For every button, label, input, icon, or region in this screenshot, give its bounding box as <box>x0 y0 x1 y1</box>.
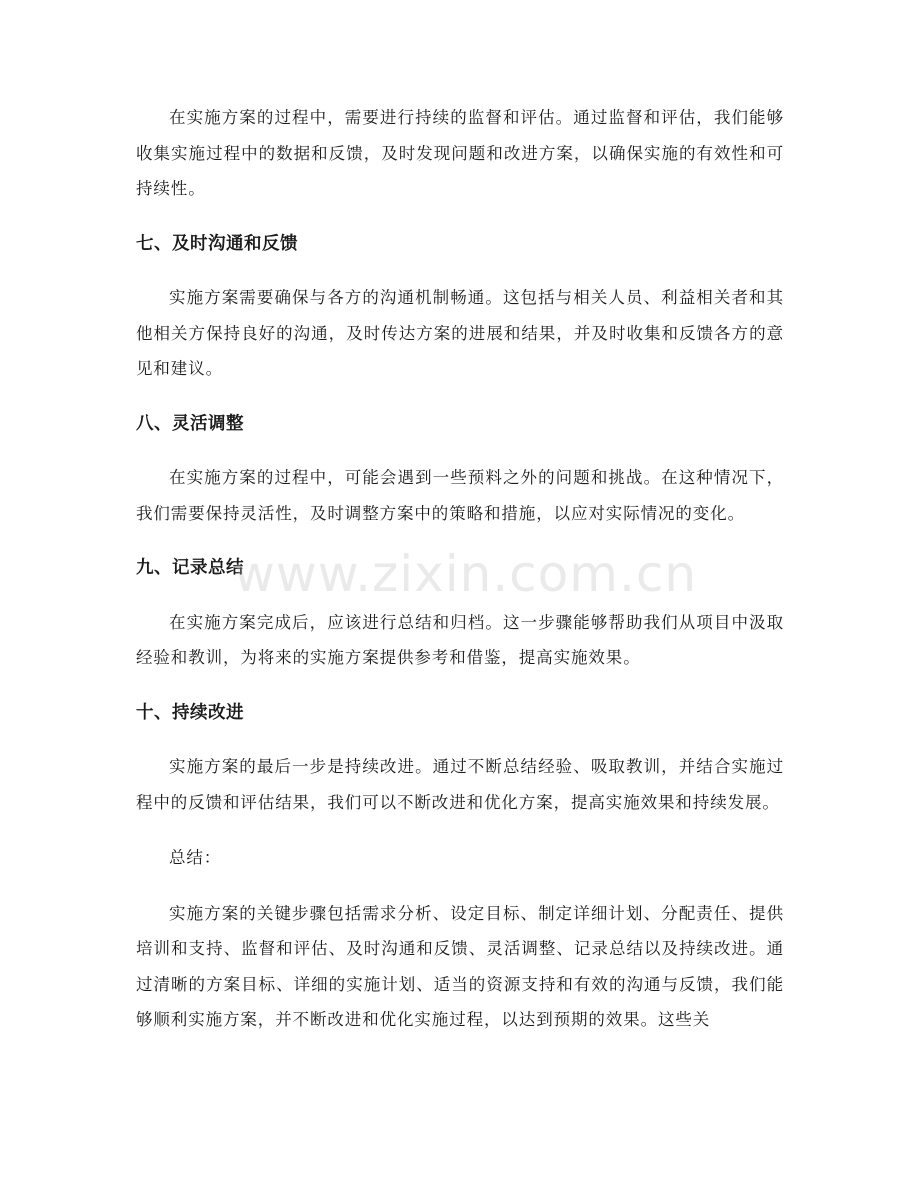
paragraph-communication: 实施方案需要确保与各方的沟通机制畅通。这包括与相关人员、利益相关者和其他相关方保持良好的沟通，及时传达方案的进展和结果，并及时收集和反馈各方的意见和建议。 <box>136 288 784 378</box>
heading-record-summary: 九、记录总结 <box>136 558 244 578</box>
paragraph-summary: 实施方案的关键步骤包括需求分析、设定目标、制定详细计划、分配责任、提供培训和支持、监督和评估、及时沟通和反馈、灵活调整、记录总结以及持续改进。通过清晰的方案目标、详细的实施计划、适当的资源支持和有效的沟通与反馈，我们能够顺利实施方案，并不断改进和优化实施过程，以达到预期的效果。这些关 <box>136 903 784 1029</box>
watermark-text: www.zixin.com.cn <box>234 545 698 603</box>
heading-continuous-improvement: 十、持续改进 <box>136 702 244 723</box>
heading-flexible-adjustment: 八、灵活调整 <box>136 413 244 434</box>
summary-label: 总结： <box>169 848 222 867</box>
paragraph-monitoring: 在实施方案的过程中，需要进行持续的监督和评估。通过监督和评估，我们能够收集实施过程中的数据和反馈，及时发现问题和改进方案，以确保实施的有效性和可持续性。 <box>136 108 784 198</box>
paragraph-record-summary: 在实施方案完成后，应该进行总结和归档。这一步骤能够帮助我们从项目中汲取经验和教训，为将来的实施方案提供参考和借鉴，提高实施效果。 <box>136 612 784 667</box>
paragraph-continuous-improvement: 实施方案的最后一步是持续改进。通过不断总结经验、吸取教训，并结合实施过程中的反馈和评估结果，我们可以不断改进和优化方案，提高实施效果和持续发展。 <box>136 757 784 812</box>
paragraph-flexible-adjustment: 在实施方案的过程中，可能会遇到一些预料之外的问题和挑战。在这种情况下，我们需要保持灵活性，及时调整方案中的策略和措施，以应对实际情况的变化。 <box>136 468 784 523</box>
heading-communication: 七、及时沟通和反馈 <box>136 233 298 254</box>
